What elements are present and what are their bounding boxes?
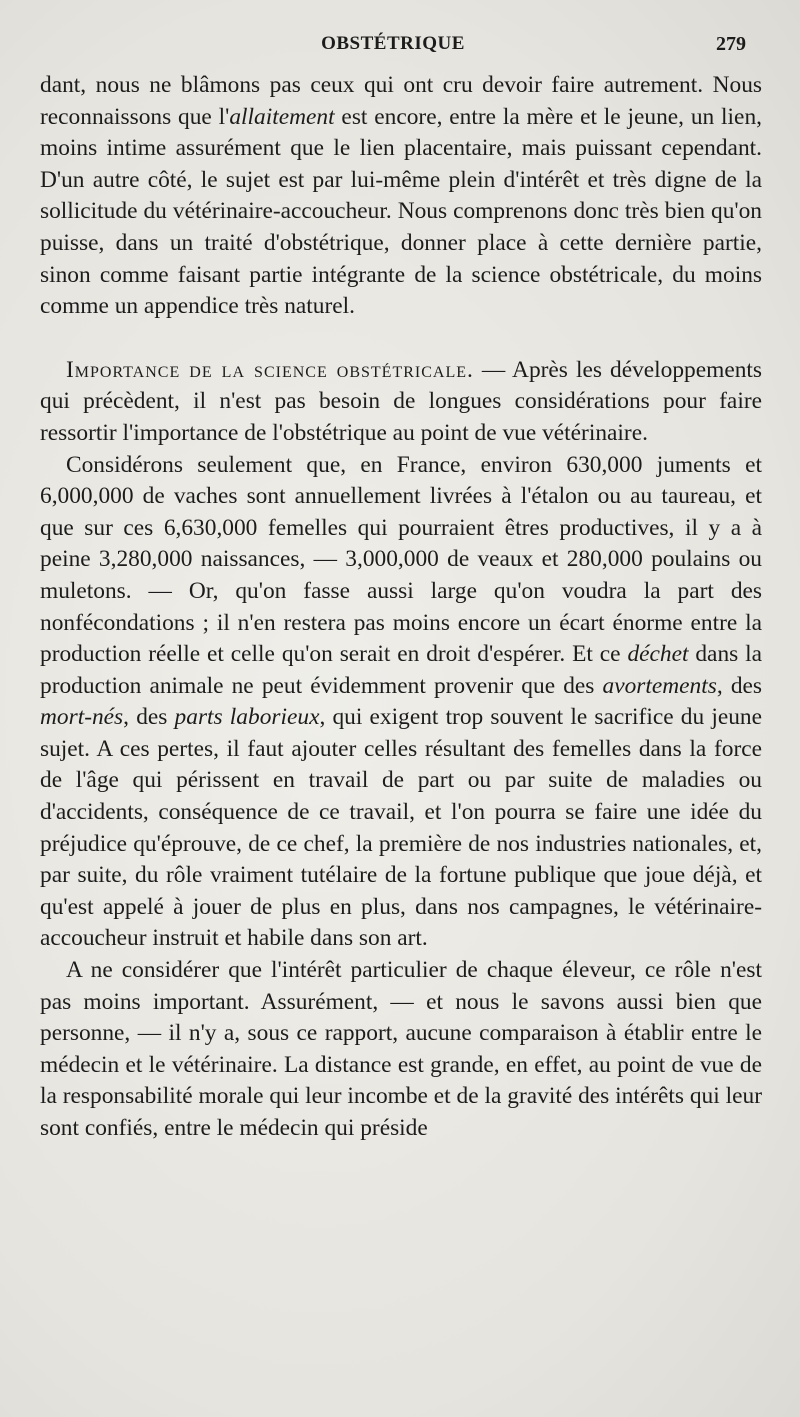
page-number: 279 bbox=[716, 33, 746, 55]
paragraph-section-importance bbox=[40, 355, 762, 450]
text-run: dant, nous ne blâmons pas ceux qui ont cru devoir faire autrement. Nous reconnaissons que l' bbox=[40, 72, 762, 130]
italic-term: avortements bbox=[602, 672, 717, 699]
text-run: A ne considérer que l'intérêt particulier de chaque éleveur, ce rôle n'est pas moins important. Assurément, — et nous le savons aussi bien que personne, — il n'y a, sous ce rapport, aucune comparaison à établir entre le médecin et le vétérinaire. La distance est grande, en effet, au point de vue de la responsabilité morale qui leur incombe et de la gravité des intérêts qui leur sont confiés, entre le médecin qui préside bbox=[40, 957, 762, 1141]
text-run: , qui exigent trop souvent le sacrifice du jeune sujet. A ces pertes, il faut ajouter celles résultant des femelles dans la force de l'âge qui périssent en travail de part ou par suite de maladies ou d'accidents, conséquence de ce travail, et l'on pourra se faire une idée du préjudice qu'éprouve, de ce chef, la première de nos industries nationales, et, par suite, du rôle vraiment tutélaire de la fortune publique que joue déjà, et qu'est appelé à jouer de plus en plus, dans nos campagnes, le vétérinaire-accoucheur instruit et habile dans son art. bbox=[40, 704, 762, 952]
page-body bbox=[40, 70, 762, 1145]
page-header bbox=[40, 33, 746, 61]
running-title: OBSTÉTRIQUE bbox=[321, 33, 465, 54]
italic-term: parts laborieux bbox=[174, 704, 320, 731]
text-run: , des bbox=[716, 672, 762, 699]
paragraph-breeder-interest bbox=[40, 955, 762, 1145]
section-heading: Importance de la science obstétricale. bbox=[66, 356, 474, 383]
text-run: dans la production animale ne peut évidemment provenir que des bbox=[40, 641, 763, 699]
italic-term: mort-nés bbox=[40, 704, 124, 731]
italic-term: allaitement bbox=[229, 103, 335, 130]
italic-term: déchet bbox=[627, 641, 689, 668]
paragraph-continuation bbox=[40, 70, 762, 323]
text-run: est encore, entre la mère et le jeune, un lien, moins intime assurément que le lien placentaire, mais puissant cependant. D'un autre côté, le sujet est par lui-même plein d'intérêt et très digne de la sollicitude du vétérinaire-accoucheur. Nous comprenons donc très bien qu'on puisse, dans un traité d'obstétrique, donner place à cette dernière partie, sinon comme faisant partie intégrante de la science obstétricale, du moins comme un appendice très naturel. bbox=[40, 103, 762, 320]
section-gap bbox=[40, 323, 762, 355]
text-run: , des bbox=[123, 704, 175, 731]
text-run: Considérons seulement que, en France, environ 630,000 juments et 6,000,000 de vaches sont annuellement livrées à l'étalon ou au taureau, et que sur ces 6,630,000 femelles qui pourraient êtres productives, il y a à peine 3,280,000 naissances, — 3,000,000 de veaux et 280,000 poulains ou muletons. — Or, qu'on fasse aussi large qu'on voudra la part des nonfécondations ; il n'en restera pas moins encore un écart énorme entre la production réelle et celle qu'on serait en droit d'espérer. Et ce bbox=[40, 451, 762, 668]
text-run: — Après les développements qui précèdent, il n'est pas besoin de longues considérations pour faire ressortir l'importance de l'obstétrique au point de vue vétérinaire. bbox=[40, 356, 762, 446]
paragraph-statistics bbox=[40, 450, 762, 956]
